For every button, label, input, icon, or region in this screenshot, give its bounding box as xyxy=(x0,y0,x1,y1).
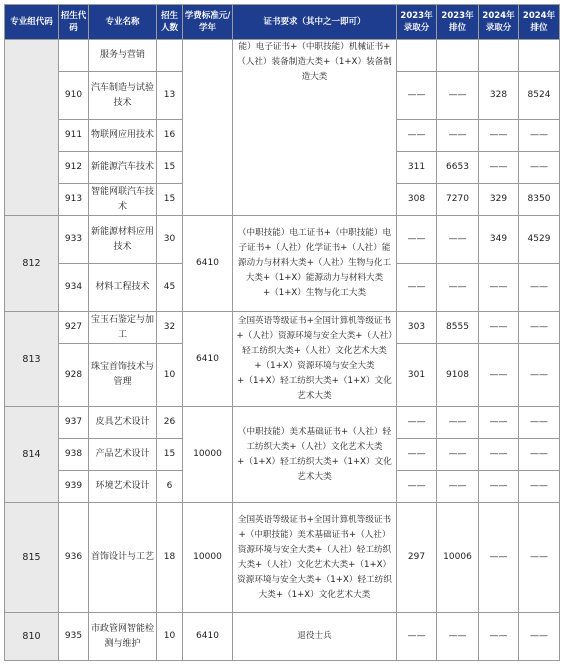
enroll-code: 935 xyxy=(59,613,89,661)
major-name: 新能源汽车技术 xyxy=(89,152,157,184)
rank-2023: —— xyxy=(437,439,479,471)
enroll-count: 10 xyxy=(157,344,183,407)
score-2024: 329 xyxy=(479,184,519,216)
enroll-code: 938 xyxy=(59,439,89,471)
rank-2023 xyxy=(437,40,479,72)
major-name: 珠宝首饰技术与管理 xyxy=(89,344,157,407)
rank-2023: 9108 xyxy=(437,344,479,407)
rank-2023: 6653 xyxy=(437,152,479,184)
rank-2024: 8524 xyxy=(519,72,560,120)
rank-2024: —— xyxy=(519,344,560,407)
enroll-code: 933 xyxy=(59,216,89,264)
score-2024: —— xyxy=(479,503,519,613)
score-2023: —— xyxy=(397,613,437,661)
col-header: 招生人数 xyxy=(157,5,183,40)
rank-2024: —— xyxy=(519,503,560,613)
enroll-code: 911 xyxy=(59,120,89,152)
rank-2024: 4529 xyxy=(519,216,560,264)
rank-2023: —— xyxy=(437,264,479,312)
rank-2024: —— xyxy=(519,407,560,439)
enroll-code: 927 xyxy=(59,312,89,344)
score-2024: —— xyxy=(479,264,519,312)
tuition: 10000 xyxy=(183,503,233,613)
rank-2024: —— xyxy=(519,312,560,344)
enroll-code: 937 xyxy=(59,407,89,439)
tuition: 6410 xyxy=(183,312,233,407)
col-header: 2024年排位 xyxy=(519,5,560,40)
tuition: 10000 xyxy=(183,407,233,503)
score-2023: 297 xyxy=(397,503,437,613)
major-name: 服务与营销 xyxy=(89,40,157,72)
col-header: 专业名称 xyxy=(89,5,157,40)
score-2024: 349 xyxy=(479,216,519,264)
score-2023: —— xyxy=(397,264,437,312)
major-name: 市政管网智能检测与维护 xyxy=(89,613,157,661)
group-code: 812 xyxy=(5,216,59,312)
score-2023: —— xyxy=(397,471,437,503)
score-2024 xyxy=(479,40,519,72)
major-name: 首饰设计与工艺 xyxy=(89,503,157,613)
major-name: 产品艺术设计 xyxy=(89,439,157,471)
enroll-count: 15 xyxy=(157,439,183,471)
score-2024: 328 xyxy=(479,72,519,120)
table-row xyxy=(5,216,560,264)
score-2024: —— xyxy=(479,152,519,184)
enroll-count: 18 xyxy=(157,503,183,613)
rank-2023: —— xyxy=(437,613,479,661)
enroll-code: 936 xyxy=(59,503,89,613)
score-2024: —— xyxy=(479,120,519,152)
major-name: 物联网应用技术 xyxy=(89,120,157,152)
score-2023: 308 xyxy=(397,184,437,216)
major-name: 皮具艺术设计 xyxy=(89,407,157,439)
col-header: 2024年录取分 xyxy=(479,5,519,40)
table-row xyxy=(5,407,560,439)
rank-2023: —— xyxy=(437,72,479,120)
enroll-count: 15 xyxy=(157,152,183,184)
rank-2023: —— xyxy=(437,120,479,152)
cert-requirement: （中职技能）电工证书+（中职技能）电子证书+（人社）化学证书+（人社）能源动力与材料大类+（人社）生物与化工大类+（1+X）能源动力与材料大类+（1+X）生物与化工大类 xyxy=(233,216,397,312)
score-2023: 303 xyxy=(397,312,437,344)
cert-requirement: （中职技能）美术基础证书+（人社）轻工纺织大类+（人社）文化艺术大类+（1+X）轻工纺织大类+（1+X）文化艺术大类 xyxy=(233,407,397,503)
col-header: 专业组代码 xyxy=(5,5,59,40)
rank-2024: —— xyxy=(519,471,560,503)
enroll-count: 16 xyxy=(157,120,183,152)
score-2024: —— xyxy=(479,439,519,471)
table-row xyxy=(5,503,560,613)
enroll-code: 912 xyxy=(59,152,89,184)
enroll-count: 6 xyxy=(157,471,183,503)
enroll-code: 928 xyxy=(59,344,89,407)
admission-table xyxy=(4,4,560,661)
rank-2023: 8555 xyxy=(437,312,479,344)
score-2023: —— xyxy=(397,439,437,471)
col-header: 2023年录取分 xyxy=(397,5,437,40)
enroll-count: 15 xyxy=(157,184,183,216)
rank-2023: —— xyxy=(437,471,479,503)
score-2024: —— xyxy=(479,471,519,503)
table-row xyxy=(5,613,560,661)
table-row xyxy=(5,312,560,344)
enroll-code: 910 xyxy=(59,72,89,120)
enroll-count: 32 xyxy=(157,312,183,344)
col-header: 招生代码 xyxy=(59,5,89,40)
group-code xyxy=(5,40,59,216)
enroll-count: 13 xyxy=(157,72,183,120)
score-2024: —— xyxy=(479,312,519,344)
major-name: 宝玉石鉴定与加工 xyxy=(89,312,157,344)
score-2023 xyxy=(397,40,437,72)
col-header: 证书要求（其中之一即可） xyxy=(233,5,397,40)
enroll-count: 45 xyxy=(157,264,183,312)
cert-requirement: 全国英语等级证书+全国计算机等级证书+（中职技能）美术基础证书+（人社）资源环境与安全大类+（人社）轻工纺织大类+（人社）文化艺术大类+（1+X）资源环境与安全大类+（1+X）轻工纺织大类+（1+X）文化艺术大类 xyxy=(233,503,397,613)
score-2023: —— xyxy=(397,216,437,264)
rank-2023: —— xyxy=(437,407,479,439)
enroll-count xyxy=(157,40,183,72)
tuition xyxy=(183,40,233,216)
enroll-code: 934 xyxy=(59,264,89,312)
score-2024: —— xyxy=(479,344,519,407)
tuition: 6410 xyxy=(183,613,233,661)
enroll-code xyxy=(59,40,89,72)
col-header: 学费标准元/学年 xyxy=(183,5,233,40)
header-row xyxy=(5,5,560,40)
score-2023: 311 xyxy=(397,152,437,184)
major-name: 智能网联汽车技术 xyxy=(89,184,157,216)
group-code: 815 xyxy=(5,503,59,613)
cert-requirement: 全国英语等级证书+全国计算机等级证书+（人社）资源环境与安全大类+（人社）轻工纺织大类+（人社）文化艺术大类+（1+X）资源环境与安全大类+（1+X）轻工纺织大类+（1+X）文化艺术大类 xyxy=(233,312,397,407)
rank-2024: —— xyxy=(519,613,560,661)
score-2024: —— xyxy=(479,407,519,439)
score-2024: —— xyxy=(479,613,519,661)
enroll-code: 913 xyxy=(59,184,89,216)
enroll-count: 30 xyxy=(157,216,183,264)
major-name: 材料工程技术 xyxy=(89,264,157,312)
score-2023: —— xyxy=(397,407,437,439)
major-name: 环境艺术设计 xyxy=(89,471,157,503)
group-code: 813 xyxy=(5,312,59,407)
cert-requirement: 退役士兵 xyxy=(233,613,397,661)
enroll-code: 939 xyxy=(59,471,89,503)
major-name: 汽车制造与试验技术 xyxy=(89,72,157,120)
major-name: 新能源材料应用技术 xyxy=(89,216,157,264)
cert-requirement: 能）电子证书+（中职技能）机械证书+（人社）装备制造大类+（1+X）装备制造大类 xyxy=(233,40,397,216)
tuition: 6410 xyxy=(183,216,233,312)
rank-2024: —— xyxy=(519,152,560,184)
enroll-count: 26 xyxy=(157,407,183,439)
score-2023: —— xyxy=(397,120,437,152)
col-header: 2023年排位 xyxy=(437,5,479,40)
rank-2023: —— xyxy=(437,216,479,264)
table-row xyxy=(5,40,560,72)
score-2023: 301 xyxy=(397,344,437,407)
rank-2023: 10006 xyxy=(437,503,479,613)
rank-2024: —— xyxy=(519,264,560,312)
enroll-count: 10 xyxy=(157,613,183,661)
rank-2024: 8350 xyxy=(519,184,560,216)
rank-2024 xyxy=(519,40,560,72)
group-code: 814 xyxy=(5,407,59,503)
rank-2024: —— xyxy=(519,439,560,471)
rank-2024: —— xyxy=(519,120,560,152)
group-code: 810 xyxy=(5,613,59,661)
rank-2023: 7270 xyxy=(437,184,479,216)
score-2023: —— xyxy=(397,72,437,120)
